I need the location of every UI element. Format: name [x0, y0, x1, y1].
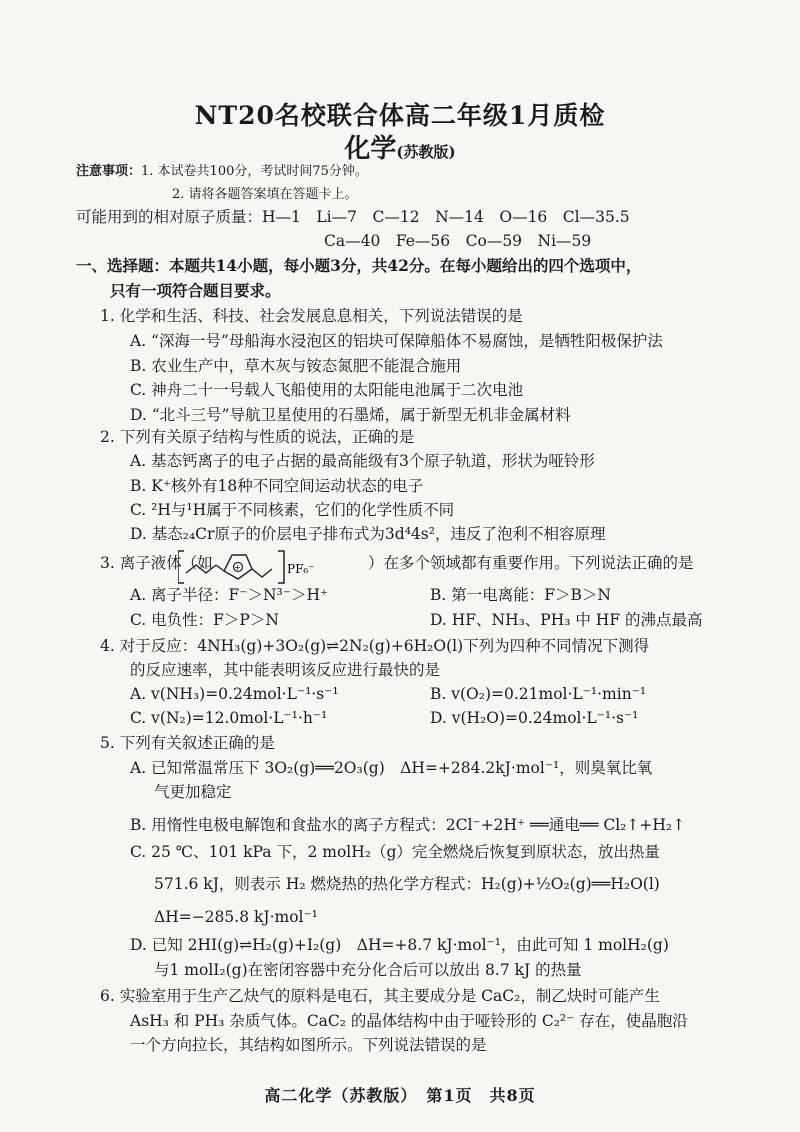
- subject-name: 化学: [344, 134, 397, 164]
- q4-option-c: C. v(N₂)=12.0mol·L⁻¹·h⁻¹: [130, 709, 328, 727]
- q3-stem-post: ）在多个领域都有重要作用。下列说法正确的是: [368, 554, 694, 572]
- q2-stem: 2. 下列有关原子结构与性质的说法，正确的是: [100, 428, 415, 446]
- q5-option-c-line-3: ΔH=−285.8 kJ·mol⁻¹: [154, 908, 318, 926]
- q6-stem-line-3: 一个方向拉长，其结构如图所示。下列说法错误的是: [130, 1036, 487, 1054]
- q3-stem-pre: 3. 离子液体（如: [100, 554, 213, 572]
- note-2: 2. 请将各题答案填在答题卡上。: [172, 187, 358, 202]
- q1-option-a: A. “深海一号”母船海水浸泡区的铝块可保障船体不易腐蚀，是牺牲阳极保护法: [130, 332, 663, 350]
- q2-option-c: C. ²H与¹H属于不同核素，它们的化学性质不同: [130, 501, 455, 519]
- q5-option-c-line-1: C. 25 ℃、101 kPa 下，2 molH₂（g）完全燃烧后恢复到原状态，放出热量: [130, 843, 660, 861]
- q3-option-c: C. 电负性：F＞P＞N: [130, 611, 279, 629]
- section-heading-line-2: 只有一项符合题目要求。: [110, 281, 281, 300]
- notes-label: 注意事项：: [76, 164, 142, 179]
- q5-option-a-line-2: 气更加稳定: [154, 783, 232, 801]
- q1-option-d: D. “北斗三号”导航卫星使用的石墨烯，属于新型无机非金属材料: [130, 406, 571, 424]
- q4-stem-line-2: 的反应速率，其中能表明该反应进行最快的是: [130, 661, 441, 679]
- q4-option-a: A. v(NH₃)=0.24mol·L⁻¹·s⁻¹: [130, 685, 339, 703]
- q3-option-d: D. HF、NH₃、PH₃ 中 HF 的沸点最高: [430, 611, 703, 629]
- q2-option-b: B. K⁺核外有18种不同空间运动状态的电子: [130, 477, 424, 495]
- q5-option-d-line-2: 与1 molI₂(g)在密闭容器中充分化合后可以放出 8.7 kJ 的热量: [154, 961, 582, 979]
- q6-stem-line-2: AsH₃ 和 PH₃ 杂质气体。CaC₂ 的晶体结构中由于哑铃形的 C₂²⁻ 存在，使晶胞沿: [130, 1012, 688, 1030]
- notes-line-1: [76, 162, 368, 182]
- q5-stem: 5. 下列有关叙述正确的是: [100, 734, 275, 752]
- q1-stem: 1. 化学和生活、科技、社会发展息息相关，下列说法错误的是: [100, 307, 523, 325]
- svg-text:+: +: [234, 563, 241, 572]
- subject-title: [0, 128, 800, 165]
- q5-option-a-line-1: A. 已知常温常压下 3O₂(g)══2O₃(g) ΔH=+284.2kJ·mol⁻¹，则臭氧比氧: [130, 759, 653, 777]
- q4-option-d: D. v(H₂O)=0.24mol·L⁻¹·s⁻¹: [430, 709, 639, 727]
- exam-title: NT20名校联合体高二年级1月质检: [194, 101, 606, 130]
- note-1: 1. 本试卷共100分，考试时间75分钟。: [141, 164, 368, 179]
- q4-option-b: B. v(O₂)=0.21mol·L⁻¹·min⁻¹: [430, 685, 647, 703]
- page-footer: 高二化学（苏教版） 第1页 共8页: [264, 1086, 536, 1105]
- edition-label: (苏教版): [396, 143, 456, 161]
- q2-option-d: D. 基态₂₄Cr原子的价层电子排布式为3d⁴4s²，违反了泡利不相容原理: [130, 525, 606, 543]
- q5-option-b: B. 用惰性电极电解饱和食盐水的离子方程式：2Cl⁻+2H⁺ ══通电══ Cl₂↑+H₂↑: [130, 816, 686, 834]
- q3-option-a: A. 离子半径：F⁻＞N³⁻＞H⁺: [130, 586, 329, 604]
- atomic-masses-line-2: Ca—40 Fe—56 Co—59 Ni—59: [324, 232, 592, 250]
- q5-option-c-line-2: 571.6 kJ，则表示 H₂ 燃烧热的热化学方程式：H₂(g)+½O₂(g)══H₂O(l): [154, 875, 660, 893]
- q2-option-a: A. 基态钙离子的电子占据的最高能级有3个原子轨道，形状为哑铃形: [130, 452, 595, 470]
- q4-stem-line-1: 4. 对于反应：4NH₃(g)+3O₂(g)⇌2N₂(g)+6H₂O(l)下列为四种不同情况下测得: [100, 637, 650, 655]
- q1-option-b: B. 农业生产中，草木灰与铵态氮肥不能混合施用: [130, 357, 462, 375]
- q5-option-d-line-1: D. 已知 2HI(g)⇌H₂(g)+I₂(g) ΔH=+8.7 kJ·mol⁻¹，由此可知 1 molH₂(g): [130, 936, 669, 954]
- section-heading-line-1: 一、选择题：本题共14小题，每小题3分，共42分。在每小题给出的四个选项中，: [76, 256, 642, 275]
- q3-option-b: B. 第一电离能：F＞B＞N: [430, 586, 611, 604]
- pf6-anion-label: PF₆⁻: [287, 562, 315, 576]
- atomic-masses-line-1: 可能用到的相对原子质量：H—1 Li—7 C—12 N—14 O—16 Cl—35.5: [76, 208, 630, 226]
- ionic-liquid-structure-icon: [178, 547, 358, 587]
- q6-stem-line-1: 6. 实验室用于生产乙炔气的原料是电石，其主要成分是 CaC₂，制乙炔时可能产生: [100, 987, 660, 1005]
- q1-option-c: C. 神舟二十一号载人飞船使用的太阳能电池属于二次电池: [130, 381, 524, 399]
